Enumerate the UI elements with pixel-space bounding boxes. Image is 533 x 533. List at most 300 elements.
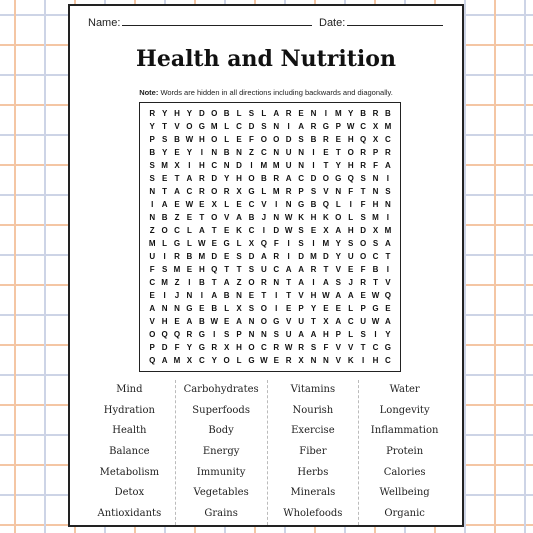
grid-letter[interactable]: E [174,317,180,326]
grid-letter[interactable]: X [298,356,304,365]
grid-letter[interactable]: D [310,174,317,183]
grid-letter[interactable]: C [372,343,379,352]
grid-letter[interactable]: O [260,304,267,313]
grid-letter[interactable]: S [248,265,255,274]
grid-letter[interactable]: R [273,343,280,352]
grid-letter[interactable]: S [161,135,168,144]
grid-letter[interactable]: T [360,187,366,196]
grid-letter[interactable]: A [335,317,342,326]
grid-letter[interactable]: P [360,304,366,313]
grid-letter[interactable]: I [386,213,390,222]
grid-letter[interactable]: V [174,122,180,131]
grid-letter[interactable]: F [360,200,366,209]
grid-letter[interactable]: R [360,148,366,157]
grid-letter[interactable]: I [188,278,191,287]
grid-letter[interactable]: C [248,226,255,235]
grid-letter[interactable]: F [348,187,354,196]
grid-letter[interactable]: Q [211,265,218,274]
grid-letter[interactable]: E [223,252,230,261]
grid-letter[interactable]: S [149,161,155,170]
grid-letter[interactable]: S [149,174,155,183]
grid-letter[interactable]: U [360,317,366,326]
grid-letter[interactable]: R [273,252,280,261]
grid-letter[interactable]: O [260,317,267,326]
grid-letter[interactable]: E [385,304,391,313]
grid-letter[interactable]: T [323,161,329,170]
grid-letter[interactable]: I [324,109,327,118]
grid-letter[interactable]: E [310,226,317,235]
grid-letter[interactable]: N [260,330,267,339]
grid-letter[interactable]: V [261,200,267,209]
grid-letter[interactable]: R [198,174,205,183]
grid-letter[interactable]: Q [173,330,181,339]
grid-letter[interactable]: U [260,265,267,274]
grid-letter[interactable]: A [236,317,242,326]
grid-letter[interactable]: D [248,122,255,131]
grid-letter[interactable]: M [322,239,330,248]
grid-letter[interactable]: L [348,304,354,313]
grid-letter[interactable]: I [374,330,377,339]
grid-letter[interactable]: X [323,226,329,235]
grid-letter[interactable]: S [348,239,354,248]
grid-letter[interactable]: D [273,226,280,235]
grid-letter[interactable]: A [323,278,329,287]
grid-letter[interactable]: R [298,343,304,352]
grid-letter[interactable]: F [249,135,254,144]
grid-letter[interactable]: T [335,148,341,157]
grid-letter[interactable]: Q [384,291,392,300]
grid-letter[interactable]: H [174,109,180,118]
grid-letter[interactable]: A [149,304,156,313]
grid-letter[interactable]: E [199,304,205,313]
grid-letter[interactable]: X [236,304,242,313]
grid-letter[interactable]: A [260,252,267,261]
grid-letter[interactable]: T [162,122,168,131]
grid-letter[interactable]: S [298,135,304,144]
grid-letter[interactable]: F [174,343,180,352]
grid-letter[interactable]: T [323,265,329,274]
grid-letter[interactable]: D [248,252,255,261]
grid-letter[interactable]: N [323,356,329,365]
grid-letter[interactable]: Y [149,122,155,131]
grid-letter[interactable]: E [223,226,230,235]
grid-letter[interactable]: B [310,200,317,209]
grid-letter[interactable]: A [198,226,205,235]
grid-letter[interactable]: R [360,161,366,170]
grid-letter[interactable]: W [185,135,194,144]
grid-letter[interactable]: S [261,122,267,131]
grid-letter[interactable]: N [298,161,304,170]
grid-letter[interactable]: L [162,239,168,248]
name-field[interactable] [88,16,312,29]
grid-letter[interactable]: L [335,200,341,209]
grid-letter[interactable]: O [248,343,255,352]
grid-letter[interactable]: N [223,161,230,170]
grid-letter[interactable]: I [163,252,166,261]
grid-letter[interactable]: Y [211,356,217,365]
grid-letter[interactable]: G [198,122,205,131]
grid-letter[interactable]: S [360,330,366,339]
grid-letter[interactable]: E [223,317,230,326]
grid-letter[interactable]: E [286,304,292,313]
grid-letter[interactable]: W [198,239,206,248]
grid-letter[interactable]: E [199,200,205,209]
grid-letter[interactable]: O [211,187,218,196]
grid-letter[interactable]: N [285,200,292,209]
grid-letter[interactable]: N [385,200,391,209]
grid-letter[interactable]: I [250,161,253,170]
grid-letter[interactable]: E [236,200,242,209]
grid-letter[interactable]: D [198,109,205,118]
grid-letter[interactable]: A [161,200,168,209]
grid-letter[interactable]: M [210,122,218,131]
grid-letter[interactable]: Z [174,213,180,222]
grid-letter[interactable]: S [161,265,168,274]
grid-letter[interactable]: O [186,122,193,131]
grid-letter[interactable]: N [335,187,342,196]
grid-letter[interactable]: E [323,148,329,157]
grid-letter[interactable]: X [372,135,379,144]
grid-letter[interactable]: E [211,239,217,248]
grid-letter[interactable]: L [236,239,242,248]
grid-letter[interactable]: H [310,213,317,222]
grid-letter[interactable]: E [273,356,279,365]
grid-letter[interactable]: V [335,356,341,365]
grid-letter[interactable]: R [223,187,230,196]
grid-letter[interactable]: C [372,252,379,261]
grid-letter[interactable]: F [323,343,329,352]
grid-letter[interactable]: M [173,265,181,274]
grid-letter[interactable]: Q [260,239,267,248]
grid-letter[interactable]: T [373,278,378,287]
grid-letter[interactable]: R [385,148,391,157]
grid-letter[interactable]: N [236,148,242,157]
grid-letter[interactable]: Q [161,330,168,339]
grid-letter[interactable]: O [359,239,367,248]
grid-letter[interactable]: S [360,174,366,183]
grid-letter[interactable]: U [285,161,292,170]
grid-letter[interactable]: N [161,304,168,313]
grid-letter[interactable]: H [372,200,379,209]
grid-letter[interactable]: P [149,343,155,352]
grid-letter[interactable]: T [174,174,180,183]
grid-letter[interactable]: W [371,291,380,300]
grid-letter[interactable]: R [211,343,218,352]
grid-letter[interactable]: R [285,109,292,118]
grid-letter[interactable]: C [360,122,366,131]
grid-letter[interactable]: I [188,161,191,170]
grid-letter[interactable]: T [261,291,267,300]
grid-letter[interactable]: N [248,317,255,326]
grid-letter[interactable]: B [223,109,230,118]
grid-letter[interactable]: E [174,148,180,157]
grid-letter[interactable]: T [199,213,205,222]
grid-letter[interactable]: E [335,304,341,313]
grid-letter[interactable]: I [287,122,290,131]
grid-letter[interactable]: N [273,122,280,131]
grid-letter[interactable]: E [174,200,180,209]
grid-letter[interactable]: R [273,174,280,183]
grid-letter[interactable]: G [173,239,181,248]
grid-letter[interactable]: M [161,161,168,170]
grid-letter[interactable]: V [149,317,155,326]
grid-letter[interactable]: V [223,213,230,222]
grid-letter[interactable]: R [149,109,156,118]
grid-letter[interactable]: S [372,239,379,248]
grid-letter[interactable]: K [298,213,304,222]
grid-letter[interactable]: M [384,226,392,235]
grid-letter[interactable]: O [248,174,255,183]
grid-letter[interactable]: R [260,278,267,287]
grid-letter[interactable]: R [372,109,379,118]
grid-letter[interactable]: G [186,304,193,313]
grid-letter[interactable]: H [198,161,205,170]
grid-letter[interactable]: V [335,265,341,274]
grid-letter[interactable]: D [161,343,168,352]
grid-letter[interactable]: M [272,161,280,170]
grid-letter[interactable]: N [236,291,242,300]
grid-letter[interactable]: S [335,278,341,287]
grid-letter[interactable]: A [273,109,280,118]
grid-letter[interactable]: Y [161,148,168,157]
grid-letter[interactable]: G [297,200,305,209]
grid-letter[interactable]: N [372,187,379,196]
grid-letter[interactable]: I [312,278,315,287]
grid-letter[interactable]: M [173,356,181,365]
grid-letter[interactable]: L [348,213,354,222]
grid-letter[interactable]: T [211,226,217,235]
grid-letter[interactable]: M [148,239,156,248]
grid-letter[interactable]: Y [223,174,230,183]
grid-letter[interactable]: X [372,122,379,131]
grid-letter[interactable]: Q [359,135,367,144]
grid-letter[interactable]: T [162,187,168,196]
grid-letter[interactable]: C [149,278,156,287]
grid-letter[interactable]: S [248,109,255,118]
grid-letter[interactable]: A [223,278,230,287]
grid-letter[interactable]: G [198,343,205,352]
grid-letter[interactable]: J [348,278,353,287]
grid-letter[interactable]: A [298,330,304,339]
grid-letter[interactable]: C [211,161,218,170]
grid-letter[interactable]: U [347,252,354,261]
grid-letter[interactable]: Y [186,343,193,352]
grid-letter[interactable]: I [262,226,265,235]
grid-letter[interactable]: O [211,135,218,144]
grid-letter[interactable]: H [236,174,242,183]
grid-letter[interactable]: M [198,252,206,261]
grid-letter[interactable]: X [211,200,217,209]
grid-letter[interactable]: W [322,291,330,300]
grid-letter[interactable]: C [260,343,267,352]
grid-letter[interactable]: G [372,304,379,313]
grid-letter[interactable]: W [185,200,194,209]
grid-letter[interactable]: E [186,213,193,222]
grid-letter[interactable]: A [211,291,218,300]
grid-letter[interactable]: W [210,317,219,326]
grid-letter[interactable]: T [385,252,391,261]
grid-letter[interactable]: A [385,239,391,248]
grid-letter[interactable]: A [298,265,304,274]
grid-letter[interactable]: T [224,265,230,274]
grid-letter[interactable]: S [298,239,304,248]
grid-letter[interactable]: D [298,252,304,261]
grid-letter[interactable]: G [273,317,280,326]
grid-letter[interactable]: X [323,317,329,326]
grid-letter[interactable]: H [347,226,354,235]
grid-letter[interactable]: L [224,200,230,209]
grid-letter[interactable]: W [371,317,380,326]
grid-letter[interactable]: X [174,161,180,170]
grid-letter[interactable]: L [224,304,230,313]
grid-letter[interactable]: P [372,148,379,157]
grid-letter[interactable]: N [310,109,317,118]
grid-letter[interactable]: I [163,291,166,300]
grid-letter[interactable]: A [285,174,292,183]
grid-letter[interactable]: D [285,135,292,144]
grid-letter[interactable]: L [186,226,192,235]
grid-letter[interactable]: E [348,265,354,274]
grid-letter[interactable]: Z [236,278,242,287]
grid-letter[interactable]: C [248,200,255,209]
grid-letter[interactable]: T [236,265,242,274]
grid-letter[interactable]: C [273,265,280,274]
grid-letter[interactable]: M [372,213,379,222]
grid-letter[interactable]: F [373,161,378,170]
grid-letter[interactable]: A [335,226,342,235]
grid-letter[interactable]: I [213,330,216,339]
grid-letter[interactable]: H [310,291,317,300]
grid-letter[interactable]: Q [347,174,354,183]
grid-letter[interactable]: E [335,135,341,144]
grid-letter[interactable]: Y [335,239,341,248]
date-line[interactable] [347,16,443,26]
grid-letter[interactable]: T [286,278,292,287]
grid-letter[interactable]: O [260,135,267,144]
grid-letter[interactable]: D [211,174,218,183]
grid-letter[interactable]: K [347,356,354,365]
grid-letter[interactable]: E [298,109,304,118]
grid-letter[interactable]: I [275,291,278,300]
grid-letter[interactable]: Y [186,109,193,118]
grid-letter[interactable]: A [161,356,168,365]
grid-letter[interactable]: H [198,265,205,274]
grid-letter[interactable]: I [200,291,203,300]
grid-letter[interactable]: O [161,226,168,235]
grid-letter[interactable]: G [248,187,255,196]
grid-letter[interactable]: Q [322,200,329,209]
grid-letter[interactable]: L [224,135,230,144]
grid-letter[interactable]: O [248,278,255,287]
grid-letter[interactable]: V [385,278,391,287]
grid-letter[interactable]: V [286,317,292,326]
grid-letter[interactable]: R [360,278,366,287]
grid-letter[interactable]: B [360,109,366,118]
grid-letter[interactable]: E [323,304,329,313]
grid-letter[interactable]: K [236,226,242,235]
grid-letter[interactable]: H [198,135,205,144]
grid-letter[interactable]: P [298,187,304,196]
grid-letter[interactable]: L [186,239,192,248]
grid-letter[interactable]: N [372,174,379,183]
grid-letter[interactable]: P [298,304,304,313]
grid-letter[interactable]: J [261,213,267,222]
grid-letter[interactable]: L [236,356,242,365]
grid-letter[interactable]: R [285,356,292,365]
grid-letter[interactable]: D [323,252,329,261]
grid-letter[interactable]: C [174,226,180,235]
grid-letter[interactable]: R [310,122,317,131]
grid-letter[interactable]: W [284,226,293,235]
grid-letter[interactable]: E [248,291,255,300]
grid-letter[interactable]: O [273,135,280,144]
grid-letter[interactable]: O [347,148,354,157]
grid-letter[interactable]: B [211,304,218,313]
grid-letter[interactable]: V [335,343,341,352]
grid-letter[interactable]: S [248,304,255,313]
grid-letter[interactable]: G [335,174,342,183]
grid-letter[interactable]: G [198,330,205,339]
grid-letter[interactable]: I [312,148,315,157]
name-line[interactable] [122,16,312,26]
grid-letter[interactable]: R [285,187,292,196]
grid-letter[interactable]: O [359,252,367,261]
grid-letter[interactable]: I [287,239,290,248]
grid-letter[interactable]: V [348,343,354,352]
grid-letter[interactable]: Y [335,252,341,261]
grid-letter[interactable]: N [211,148,218,157]
grid-letter[interactable]: A [347,291,354,300]
grid-letter[interactable]: S [298,226,304,235]
grid-letter[interactable]: C [385,356,391,365]
grid-letter[interactable]: C [260,148,267,157]
grid-letter[interactable]: P [149,135,155,144]
grid-letter[interactable]: S [310,187,317,196]
grid-letter[interactable]: P [335,122,341,131]
grid-letter[interactable]: I [312,161,315,170]
grid-letter[interactable]: B [198,278,205,287]
grid-letter[interactable]: R [186,330,193,339]
grid-letter[interactable]: T [311,317,316,326]
grid-letter[interactable]: Q [149,356,156,365]
grid-letter[interactable]: L [224,122,230,131]
grid-letter[interactable]: Y [310,304,317,313]
grid-letter[interactable]: E [360,291,366,300]
grid-letter[interactable]: H [161,317,168,326]
grid-letter[interactable]: B [310,135,317,144]
grid-letter[interactable]: M [161,278,168,287]
grid-letter[interactable]: E [236,135,242,144]
grid-letter[interactable]: B [174,135,180,144]
grid-letter[interactable]: O [223,356,230,365]
grid-letter[interactable]: A [310,330,317,339]
grid-letter[interactable]: Y [385,330,391,339]
grid-letter[interactable]: A [298,122,304,131]
grid-letter[interactable]: C [385,135,391,144]
grid-letter[interactable]: Z [249,148,254,157]
grid-letter[interactable]: I [386,265,390,274]
grid-letter[interactable]: M [384,122,392,131]
grid-letter[interactable]: S [310,343,317,352]
grid-letter[interactable]: I [386,174,390,183]
grid-letter[interactable]: B [385,109,391,118]
date-field[interactable] [319,16,443,29]
grid-letter[interactable]: Z [174,278,180,287]
grid-letter[interactable]: N [186,291,193,300]
grid-letter[interactable]: U [149,252,156,261]
grid-letter[interactable]: G [322,122,329,131]
grid-letter[interactable]: A [285,265,292,274]
